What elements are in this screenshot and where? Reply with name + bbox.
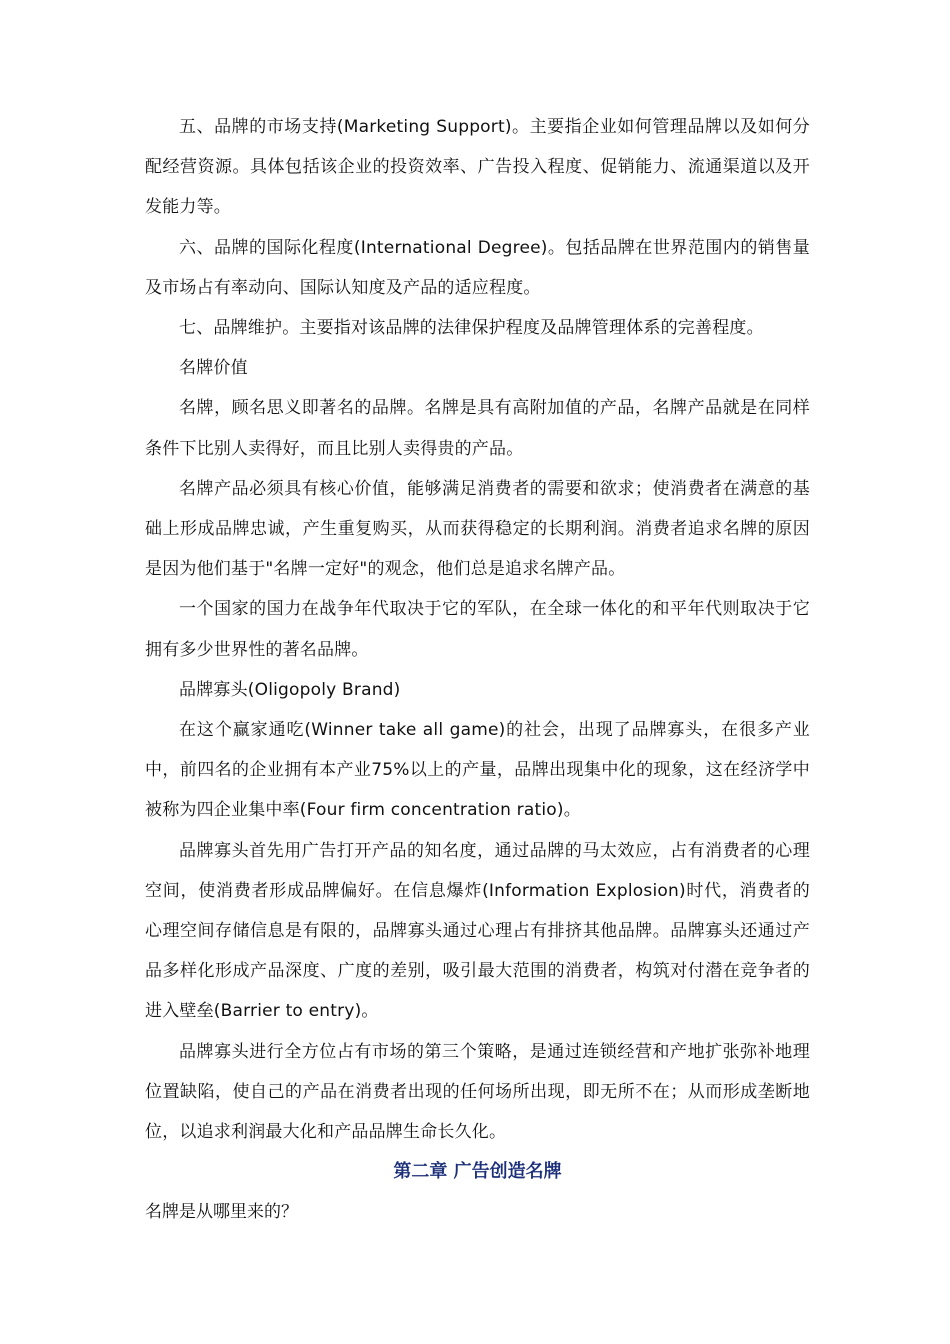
- paragraph-advertising-awareness: 品牌寡头首先用广告打开产品的知名度，通过品牌的马太效应，占有消费者的心理空间，使消费者形成品牌偏好。在信息爆炸(Information Explosion)时代，消费者的心理空间存储信息是有限的，品牌寡头通过心理占有排挤其他品牌。品牌寡头还通过产品多样化形成产品深度、广度的差别，吸引最大范围的消费者，构筑对付潜在竞争者的进入壁垒(Barrier to entry)。: [145, 840, 810, 1022]
- closing-question: 名牌是从哪里来的？: [145, 1202, 298, 1223]
- paragraph-national-power: 一个国家的国力在战争年代取决于它的军队，在全球一体化的和平年代则取决于它拥有多少世界性的著名品牌。: [145, 599, 810, 660]
- document-body: [145, 107, 810, 1232]
- chapter-title: 第二章 广告创造名牌: [393, 1161, 562, 1183]
- paragraph-winner-take-all: 在这个赢家通吃(Winner take all game)的社会，出现了品牌寡头，在很多产业中，前四名的企业拥有本产业75%以上的产量，品牌出现集中化的现象，这在经济学中被称为四企业集中率(Four firm concentration ratio)。: [145, 720, 810, 821]
- paragraph-brand-definition: 名牌，顾名思义即著名的品牌。名牌是具有高附加值的产品，名牌产品就是在同样条件下比别人卖得好，而且比别人卖得贵的产品。: [145, 398, 810, 459]
- paragraph-core-value: 名牌产品必须具有核心价值，能够满足消费者的需要和欲求；使消费者在满意的基础上形成品牌忠诚，产生重复购买，从而获得稳定的长期利润。消费者追求名牌的原因是因为他们基于"名牌一定好"的观念，他们总是追求名牌产品。: [145, 478, 810, 580]
- paragraph-international-degree: 六、品牌的国际化程度(International Degree)。包括品牌在世界范围内的销售量及市场占有率动向、国际认知度及产品的适应程度。: [145, 237, 810, 298]
- section-heading-brand-value: 名牌价值: [179, 358, 248, 379]
- section-heading-oligopoly-brand: 品牌寡头(Oligopoly Brand): [179, 679, 401, 700]
- paragraph-marketing-support: 五、品牌的市场支持(Marketing Support)。主要指企业如何管理品牌以及如何分配经营资源。具体包括该企业的投资效率、广告投入程度、促销能力、流通渠道以及开发能力等。: [145, 117, 810, 218]
- paragraph-brand-maintenance: 七、品牌维护。主要指对该品牌的法律保护程度及品牌管理体系的完善程度。: [179, 318, 764, 339]
- paragraph-third-strategy: 品牌寡头进行全方位占有市场的第三个策略，是通过连锁经营和产地扩张弥补地理位置缺陷，使自己的产品在消费者出现的任何场所出现，即无所不在；从而形成垄断地位，以追求利润最大化和产品品牌生命长久化。: [145, 1041, 810, 1143]
